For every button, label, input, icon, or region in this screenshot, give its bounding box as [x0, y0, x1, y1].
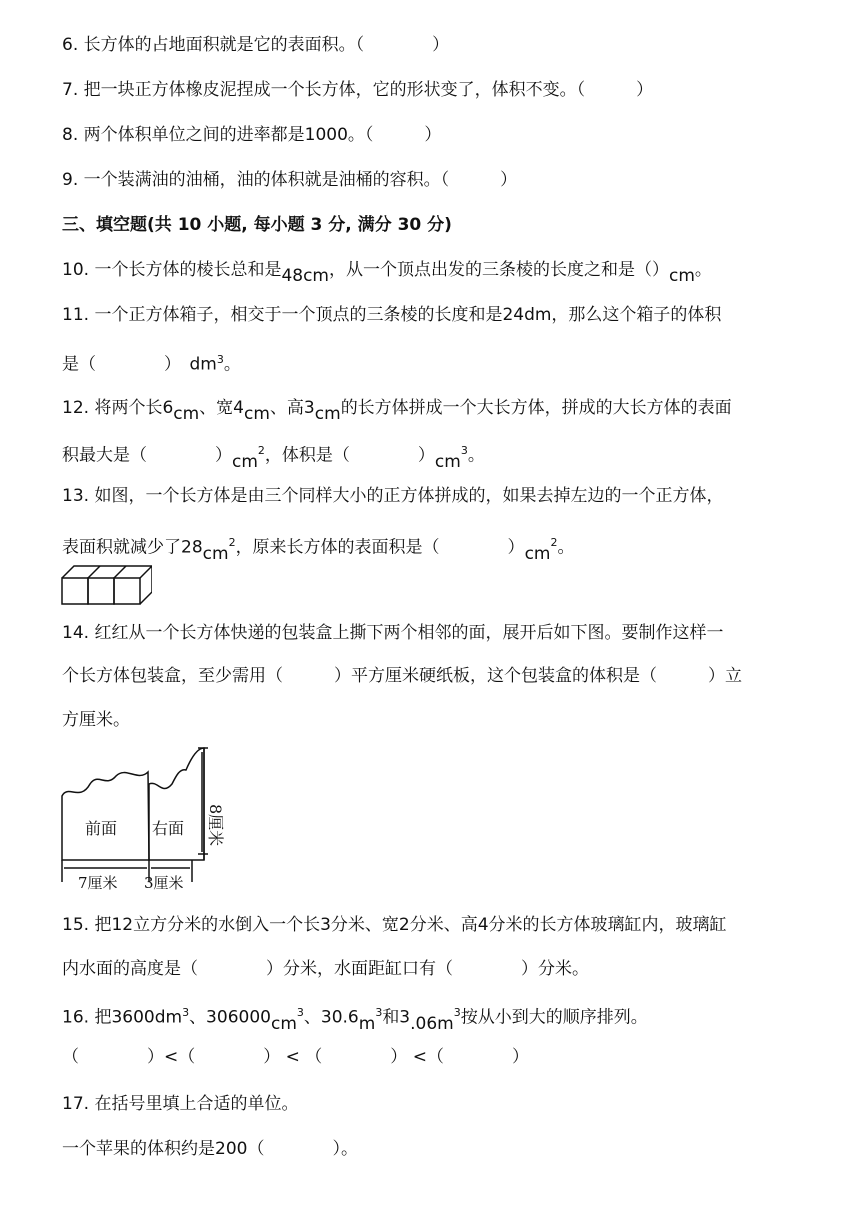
section-heading-fill-in: [62, 212, 452, 238]
question-12-unit-4: cm: [232, 451, 258, 472]
three-cubes-figure: [60, 564, 152, 610]
question-10-unit: cm: [669, 266, 695, 286]
question-17-text-2: 一个苹果的体积约是200（ ）。: [62, 1139, 358, 1159]
box-faces-drawing: [58, 744, 238, 894]
question-13-text-3: ，原来长方体的表面积是（ ）: [235, 537, 525, 558]
question-16-text-a: 16. 把3600dm: [62, 1007, 183, 1028]
question-9-text: 9. 一个装满油的油桶，油的体积就是油桶的容积。（ ）: [62, 170, 518, 190]
question-16-order: [62, 1044, 529, 1070]
question-12-text-c: 、高3: [269, 398, 315, 418]
question-12-text-b: 、宽4: [199, 398, 245, 418]
right-width-label: 3厘米: [144, 874, 184, 892]
question-12-text-f: ，体积是（ ）: [264, 445, 435, 466]
question-12-unit-3: cm: [314, 404, 341, 424]
question-9: [62, 167, 517, 193]
question-16-unit-3: .06m: [410, 1013, 454, 1034]
question-12-sup-2: 3: [460, 444, 468, 457]
face-front-label: 前面: [85, 819, 118, 838]
question-16-text-c: 、30.6: [303, 1007, 359, 1028]
question-13-text-1: 13. 如图，一个长方体是由三个同样大小的正方体拼成的，如果去掉左边的一个正方体，: [62, 486, 724, 506]
question-13-unit-1: cm: [202, 543, 229, 564]
question-12-unit-2: cm: [244, 404, 270, 424]
question-14-line-3: [62, 707, 130, 733]
question-16-text-b: 、306000: [189, 1007, 271, 1028]
question-12-sup-1: 2: [257, 444, 265, 457]
front-width-label: 7厘米: [78, 874, 118, 892]
question-14-line-2: [62, 663, 742, 689]
question-12-line-1: [62, 395, 732, 424]
question-16-unit-2: m: [358, 1013, 376, 1034]
question-15-text-2: 内水面的高度是（ ）分米，水面距缸口有（ ）分米。: [62, 959, 589, 979]
question-10-text-a: 10. 一个长方体的棱长总和是: [62, 260, 282, 280]
question-16-unit-1: cm: [270, 1013, 297, 1034]
height-label: 8厘米: [206, 804, 225, 847]
question-7: [62, 77, 653, 103]
question-16-text-d: 和3: [382, 1007, 411, 1028]
question-12-text-g: 。: [467, 445, 485, 466]
question-13-text-4: 。: [557, 537, 575, 558]
question-16-text-e: 按从小到大的顺序排列。: [460, 1007, 648, 1028]
question-17-line-1: [62, 1091, 298, 1117]
question-7-text: 7. 把一块正方体橡皮泥捏成一个长方体，它的形状变了，体积不变。（ ）: [62, 80, 654, 100]
section-heading-text: 三、填空题(共 10 小题, 每小题 3 分, 满分 30 分): [62, 215, 452, 235]
question-16-sup-3: 3: [375, 1006, 383, 1019]
question-12-text-e: 积最大是（ ）: [62, 445, 232, 466]
question-12-text-a: 12. 将两个长6: [62, 398, 174, 418]
question-12-unit-5: cm: [434, 451, 461, 472]
face-right-label: 右面: [152, 819, 185, 838]
question-14-text-1: 14. 红红从一个长方体快递的包装盒上撕下两个相邻的面，展开后如下图。要制作这样一: [62, 623, 724, 643]
question-16-sup-4: 3: [453, 1006, 461, 1019]
question-14-text-3: 方厘米。: [62, 710, 130, 730]
question-13-line-2: [62, 530, 575, 564]
question-16-order-text: （ ）<（ ） < （ ） <（ ）: [62, 1047, 529, 1067]
question-8-text: 8. 两个体积单位之间的进率都是1000。（ ）: [62, 125, 442, 145]
question-13-sup-2: 2: [550, 536, 558, 549]
question-14-text-2: 个长方体包装盒，至少需用（ ）平方厘米硬纸板，这个包装盒的体积是（ ）立: [62, 666, 742, 686]
question-10-text-b: ，从一个顶点出发的三条棱的长度之和是（）: [329, 260, 669, 280]
question-10-text-c: 。: [694, 260, 712, 280]
question-12-line-2: [62, 438, 485, 472]
question-13-sup-1: 2: [228, 536, 236, 549]
question-11-line-1: [62, 302, 721, 328]
question-14-line-1: [62, 620, 723, 646]
question-13-unit-2: cm: [524, 543, 551, 564]
question-11-sup: 3: [216, 353, 224, 366]
question-8: [62, 122, 441, 148]
question-15-text-1: 15. 把12立方分米的水倒入一个长3分米、宽2分米、高4分米的长方体玻璃缸内，玻璃缸: [62, 915, 727, 935]
question-11-text-3: 。: [223, 354, 241, 375]
question-13-line-1: [62, 483, 723, 509]
question-10-value: 48cm: [281, 266, 329, 286]
question-16: [62, 1000, 648, 1034]
question-11-text-1: 11. 一个正方体箱子，相交于一个顶点的三条棱的长度和是24dm，那么这个箱子的体积: [62, 305, 722, 325]
question-11-line-2: [62, 347, 241, 378]
three-cubes-drawing: [60, 564, 152, 606]
question-16-sup-2: 3: [296, 1006, 304, 1019]
question-12-text-d: 的长方体拼成一个大长方体，拼成的大长方体的表面: [340, 398, 732, 418]
question-15-line-2: [62, 956, 589, 982]
question-16-sup-1: 3: [182, 1006, 190, 1019]
question-15-line-1: [62, 912, 727, 938]
question-10: [62, 257, 712, 286]
box-faces-figure: [58, 744, 238, 898]
question-17-text-1: 17. 在括号里填上合适的单位。: [62, 1094, 299, 1114]
question-6: [62, 32, 449, 58]
question-12-unit-1: cm: [173, 404, 200, 424]
question-17-line-2: [62, 1136, 358, 1162]
question-13-text-2: 表面积就减少了28: [62, 537, 203, 558]
question-6-text: 6. 长方体的占地面积就是它的表面积。（ ）: [62, 35, 450, 55]
question-11-text-2: 是（ ） dm: [62, 354, 217, 375]
